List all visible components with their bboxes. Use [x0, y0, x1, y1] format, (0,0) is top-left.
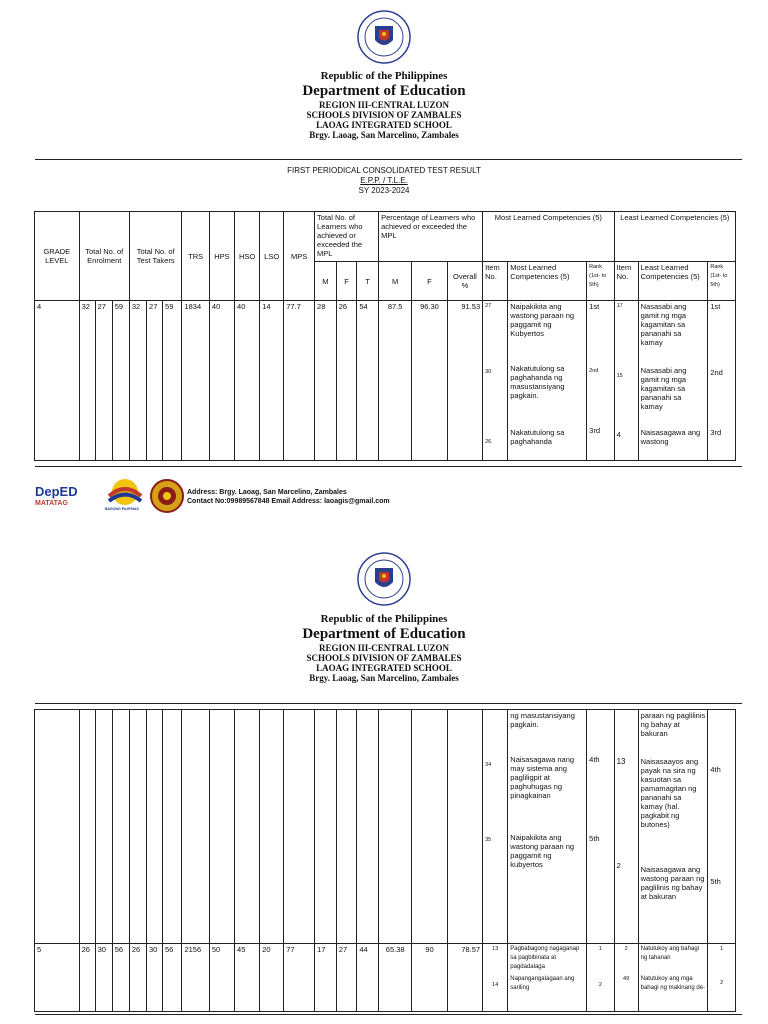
col-most-sub: Most Learned Competencies (5) — [508, 262, 587, 301]
cell-take-t: 56 — [163, 944, 182, 1012]
header-divider — [35, 159, 742, 160]
cell-most-ranks — [587, 301, 614, 461]
list-item: 2 — [598, 982, 602, 988]
cell-lso: 14 — [260, 301, 284, 461]
republic-line: Republic of the Philippines — [320, 613, 448, 625]
cell-least-items — [614, 710, 638, 944]
address-line: Brgy. Laoag, San Marcelino, Zambales — [309, 130, 459, 140]
cell-most-texts — [508, 301, 587, 461]
col-pct-m: M — [379, 262, 412, 301]
cell-ach-t: 44 — [357, 944, 379, 1012]
cell-least-texts — [638, 301, 708, 461]
list-item: 15 — [616, 373, 623, 379]
cell-take-m: 26 — [129, 944, 146, 1012]
address-line: Brgy. Laoag, San Marcelino, Zambales — [309, 673, 459, 683]
list-item: 2nd — [710, 368, 723, 377]
list-item: 13 — [616, 757, 626, 766]
cell-take-m: 32 — [129, 301, 146, 461]
division-line: SCHOOLS DIVISION OF ZAMBALES — [306, 110, 462, 120]
list-item: 2 — [616, 861, 621, 870]
results-table-page2 — [34, 709, 736, 1012]
region-line: REGION III-CENTRAL LUZON — [318, 643, 450, 653]
list-item: Naipakikita ang wastong paraan ng paggamit ng Kubyertos — [510, 302, 575, 338]
list-item: 49 — [623, 976, 630, 982]
list-item: paraan ng paglilinis ng bahay at bakuran — [640, 711, 706, 738]
list-item: 30 — [485, 369, 492, 375]
col-ach-t: T — [357, 262, 379, 301]
footer-divider — [35, 1014, 742, 1015]
cell-hps: 50 — [209, 944, 234, 1012]
list-item: Nasasabi ang gamit ng mga kagamitan sa pananahi sa kamay — [640, 302, 687, 347]
col-overall: Overall % — [447, 262, 482, 301]
col-least-sub: Least Learned Competencies (5) — [638, 262, 708, 301]
cell-least-texts — [638, 710, 708, 944]
cell-most-items — [483, 944, 508, 1012]
republic-line: Republic of the Philippines — [320, 70, 448, 82]
cell-least-ranks — [708, 710, 736, 944]
page-2 — [0, 540, 768, 1024]
col-pct-f: F — [412, 262, 447, 301]
cell-pct-f: 96.30 — [412, 301, 447, 461]
report-title-block — [0, 166, 768, 196]
cell-least-texts — [638, 944, 708, 1012]
col-percentage: Percentage of Learners who achieved or exceeded the MPL — [379, 212, 483, 262]
col-most-learned: Most Learned Competencies (5) — [483, 212, 614, 262]
cell-pct-f: 90 — [412, 944, 447, 1012]
report-title: FIRST PERIODICAL CONSOLIDATED TEST RESULT — [287, 166, 481, 175]
cell-ach-f: 26 — [336, 301, 357, 461]
footer-contact: Contact No:09989567848 Email Address: laoagis@gmail.com — [187, 498, 390, 505]
col-item-no: Item No. — [483, 262, 508, 301]
col-achieved: Total No. of Learners who achieved or exceeded the MPL — [315, 212, 379, 262]
report-sy: SY 2023-2024 — [358, 186, 410, 195]
list-item: 5th — [710, 877, 721, 886]
cell-enrol-f: 27 — [95, 301, 112, 461]
cell-enrol-m: 32 — [79, 301, 95, 461]
footer-address: Address: Brgy. Laoag, San Marcelino, Zambales — [187, 489, 347, 496]
cell-most-items — [483, 710, 508, 944]
cell-take-f: 30 — [147, 944, 163, 1012]
cell-take-t: 59 — [163, 301, 182, 461]
list-item: 2nd — [589, 368, 599, 374]
list-item: 5th — [589, 834, 600, 843]
col-item-no-least: Item No. — [614, 262, 638, 301]
col-ach-m: M — [315, 262, 337, 301]
cell-pct-m: 65.38 — [379, 944, 412, 1012]
cell-trs: 2156 — [182, 944, 209, 1012]
col-enrolment: Total No. of Enrolment — [79, 212, 129, 301]
cell-hso: 40 — [235, 301, 260, 461]
list-item: 35 — [485, 837, 492, 843]
table-row-grade4 — [35, 301, 736, 461]
cell-most-ranks — [587, 710, 614, 944]
cell-take-f: 27 — [147, 301, 163, 461]
list-item: Napangangalagaan ang sariling — [510, 976, 575, 991]
cell-ach-f: 27 — [336, 944, 357, 1012]
list-item: 2 — [624, 946, 628, 952]
list-item: Naisasaayos ang payak na sira ng kasuotan sa pamamagitan ng pananahi sa kamay (hal. pagkabit ng butones) — [640, 757, 699, 829]
cell-most-ranks — [587, 944, 614, 1012]
col-hso: HSO — [235, 212, 260, 301]
region-line: REGION III-CENTRAL LUZON — [318, 100, 450, 110]
col-mps: MPS — [284, 212, 315, 301]
col-lso: LSO — [260, 212, 284, 301]
header-divider — [35, 703, 742, 704]
list-item: 34 — [485, 762, 492, 768]
list-item: 2 — [720, 980, 724, 986]
list-item: Nakatutulong sa paghahanda ng masustansiyang pagkain. — [510, 364, 565, 400]
matatag-logo: MATATAG — [35, 500, 68, 507]
division-line: SCHOOLS DIVISION OF ZAMBALES — [306, 653, 462, 663]
list-item: 1 — [720, 946, 724, 952]
footer-divider — [35, 466, 742, 467]
footer — [35, 472, 742, 516]
cell-enrol-m: 26 — [79, 944, 95, 1012]
table-row-grade5 — [35, 944, 736, 1012]
deped-seal-icon — [357, 552, 411, 606]
cell-mps: 77.7 — [284, 301, 315, 461]
cell-ach-t: 54 — [357, 301, 379, 461]
list-item: 27 — [485, 303, 492, 309]
cell-most-items — [483, 301, 508, 461]
cell-most-texts — [508, 944, 587, 1012]
cell-enrol-t: 59 — [112, 301, 129, 461]
department-line: Department of Education — [302, 83, 466, 99]
cell-level: 4 — [35, 301, 80, 461]
bagong-pilipinas-label: BAGONG PILIPINAS — [105, 507, 139, 511]
list-item: Nasasabi ang gamit ng mga kagamitan sa pananahi sa kamay — [640, 366, 687, 411]
list-item: 13 — [492, 946, 499, 952]
cell-mps: 77 — [284, 944, 315, 1012]
letterhead — [0, 613, 768, 683]
cell-enrol-t: 56 — [112, 944, 129, 1012]
school-seal-icon — [150, 479, 184, 513]
letterhead — [0, 70, 768, 140]
cell-trs: 1834 — [182, 301, 209, 461]
list-item: Naisasagawa nang may sistema ang pagliligpit at paghuhugas ng pinagkainan — [510, 755, 575, 800]
cell-ach-m: 17 — [315, 944, 337, 1012]
col-grade-level: GRADE LEVEL — [35, 212, 80, 301]
list-item: 4th — [710, 765, 721, 774]
col-ach-f: F — [336, 262, 357, 301]
list-item: ng masustansiyang pagkain. — [510, 711, 575, 729]
school-line: LAOAG INTEGRATED SCHOOL — [316, 663, 452, 673]
list-item: 14 — [492, 982, 499, 988]
list-item: 17 — [616, 303, 623, 309]
col-test-takers: Total No. of Test Takers — [129, 212, 182, 301]
list-item: 4th — [589, 755, 600, 764]
footer-address-block — [187, 488, 390, 506]
report-subject: E.P.P. / T.L.E. — [360, 176, 408, 185]
cell-overall: 78.57 — [447, 944, 482, 1012]
cell-overall: 91.53 — [447, 301, 482, 461]
list-item: Natutukoy ang bahagi ng tahanan — [640, 946, 699, 961]
cell-most-texts — [508, 710, 587, 944]
cell-pct-m: 87.5 — [379, 301, 412, 461]
list-item: 1 — [598, 946, 602, 952]
list-item: 26 — [485, 439, 492, 445]
results-table-page1 — [34, 211, 736, 461]
cell-ach-m: 28 — [315, 301, 337, 461]
deped-logo: DepED — [35, 484, 78, 499]
col-trs: TRS — [182, 212, 209, 301]
list-item: Nakatutulong sa paghahanda — [510, 428, 565, 446]
table-row-continued — [35, 710, 736, 944]
cell-least-ranks — [708, 944, 736, 1012]
cell-hso: 45 — [235, 944, 260, 1012]
list-item: Pagbabagong nagaganap sa pagbibinata at pagdadalaga — [510, 946, 580, 970]
list-item: Natutukoy ang mga bahagi ng makinang de- — [640, 976, 705, 991]
list-item: 3rd — [589, 426, 600, 435]
cell-least-ranks — [708, 301, 736, 461]
list-item: Naipakikita ang wastong paraan ng paggamit ng kubyertos — [510, 833, 575, 869]
cell-hps: 40 — [209, 301, 234, 461]
list-item: 3rd — [710, 428, 722, 437]
list-item: Naisasagawa ang wastong — [640, 428, 701, 446]
deped-seal-icon — [357, 10, 411, 64]
cell-lso: 20 — [260, 944, 284, 1012]
cell-enrol-f: 30 — [95, 944, 112, 1012]
department-line: Department of Education — [302, 626, 466, 642]
col-rank-least: Rank (1st- to 5th) — [708, 262, 736, 301]
list-item: 4 — [616, 430, 621, 439]
col-hps: HPS — [209, 212, 234, 301]
school-line: LAOAG INTEGRATED SCHOOL — [316, 120, 452, 130]
col-rank: Rank (1st- to 5th) — [587, 262, 614, 301]
list-item: 1st — [589, 302, 600, 311]
list-item: 1st — [710, 302, 721, 311]
cell-least-items — [614, 301, 638, 461]
cell-least-items — [614, 944, 638, 1012]
cell-level: 5 — [35, 944, 80, 1012]
list-item: Naisasagawa ang wastong paraan ng paglilinis ng bahay at bakuran — [640, 865, 705, 901]
col-least-learned: Least Learned Competencies (5) — [614, 212, 735, 262]
